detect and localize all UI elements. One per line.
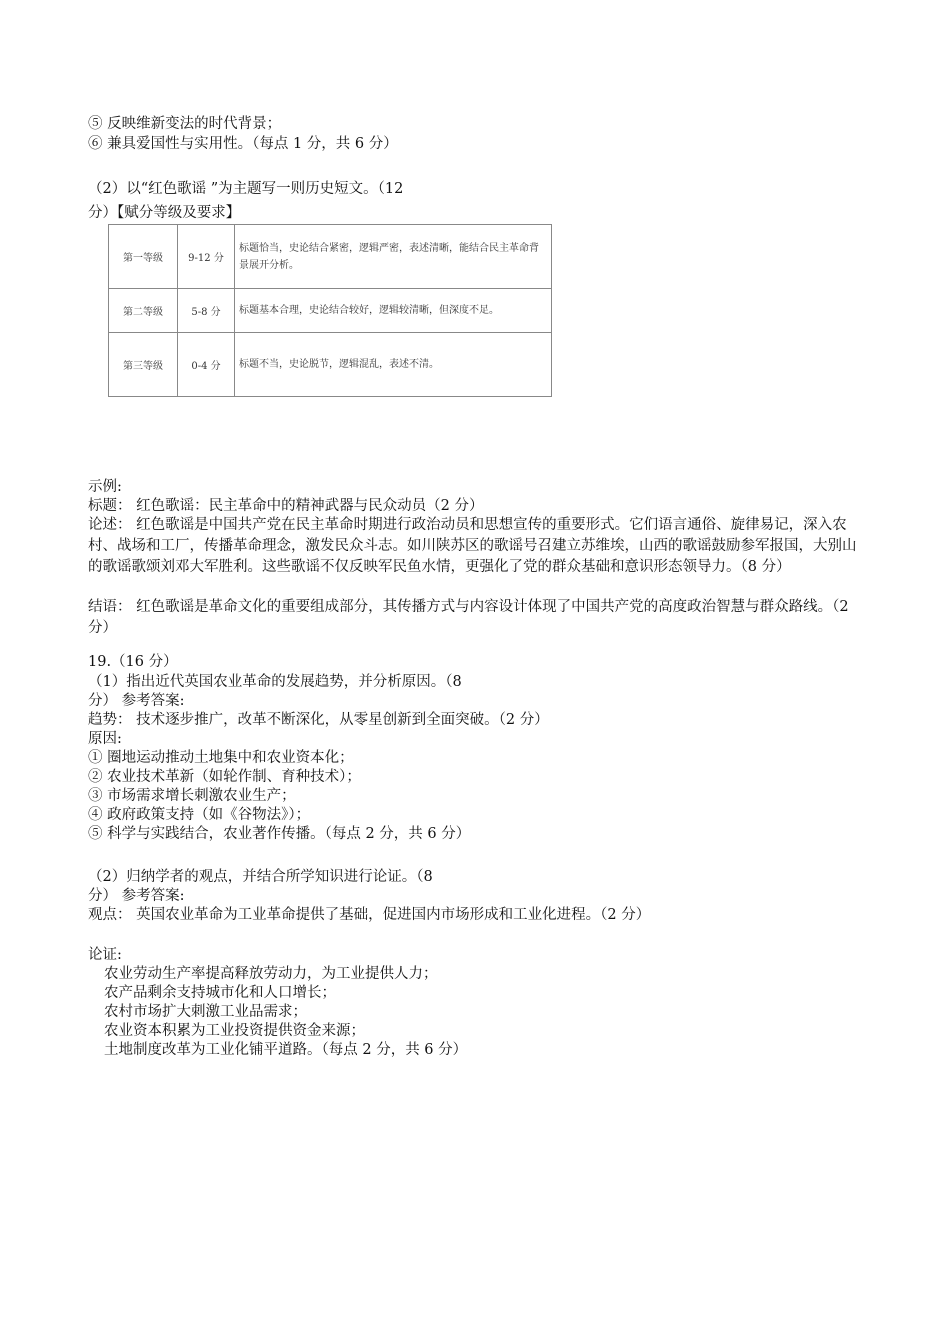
rubric-requirement: 标题不当，史论脱节，逻辑混乱，表述不清。 xyxy=(235,333,552,397)
example-argument: 论述： 红色歌谣是中国共产党在民主革命时期进行政治动员和思想宣传的重要形式。它们语言通俗、旋律易记，深入农村、战场和工厂，传播革命理念，激发民众斗志。如川陕苏区的歌谣号召建立苏维埃，山西的歌谣鼓励参军报国，大别山的歌谣歌颂刘邓大军胜利。这些歌谣不仅反映军民鱼水情，更强化了党的群众基础和意识形态领导力。（8 分） xyxy=(88,517,857,575)
list-item: 农村市场扩大刺激工业品需求； xyxy=(104,1004,307,1020)
q19-part2-line2: 分） 参考答案: xyxy=(88,888,185,904)
rubric-requirement: 标题基本合理，史论结合较好，逻辑较清晰，但深度不足。 xyxy=(235,289,552,333)
rubric-row xyxy=(109,333,552,397)
q19-part1-line2: 分） 参考答案: xyxy=(88,693,185,709)
q19-reasons-label: 原因: xyxy=(88,731,122,747)
question-2-line2: 分）【赋分等级及要求】 xyxy=(88,205,241,221)
rubric-table xyxy=(108,224,552,397)
example-conclusion: 结语： 红色歌谣是革命文化的重要组成部分，其传播方式与内容设计体现了中国共产党的高度政治智慧与群众路线。（2 分） xyxy=(88,599,849,636)
rubric-score: 9-12 分 xyxy=(178,225,235,289)
question-19-header: 19.（16 分） xyxy=(88,654,178,670)
list-item: ② 农业技术革新（如轮作制、育种技术）； xyxy=(88,769,361,785)
list-item: ④ 政府政策支持（如《谷物法》）； xyxy=(88,807,311,823)
list-item: ③ 市场需求增长刺激农业生产； xyxy=(88,788,296,804)
example-heading: 示例: xyxy=(88,479,122,495)
q19-trend: 趋势： 技术逐步推广，改革不断深化，从零星创新到全面突破。（2 分） xyxy=(88,712,549,728)
q19-view: 观点： 英国农业革命为工业革命提供了基础，促进国内市场形成和工业化进程。（2 分） xyxy=(88,907,651,923)
rubric-level: 第三等级 xyxy=(109,333,178,397)
list-item: ① 圈地运动推动土地集中和农业资本化； xyxy=(88,750,354,766)
rubric-requirement: 标题恰当，史论结合紧密，逻辑严密，表述清晰，能结合民主革命背景展开分析。 xyxy=(235,225,552,289)
rubric-level: 第一等级 xyxy=(109,225,178,289)
q19-part1-line1: （1）指出近代英国农业革命的发展趋势，并分析原因。（8 xyxy=(88,674,462,690)
question-2-line1: （2）以“红色歌谣 ”为主题写一则历史短文。（12 xyxy=(88,181,404,197)
rubric-level: 第二等级 xyxy=(109,289,178,333)
rubric-score: 5-8 分 xyxy=(178,289,235,333)
example-title: 标题： 红色歌谣：民主革命中的精神武器与民众动员（2 分） xyxy=(88,498,484,514)
list-item: 农产品剩余支持城市化和人口增长； xyxy=(104,985,336,1001)
list-item: 土地制度改革为工业化铺平道路。（每点 2 分，共 6 分） xyxy=(104,1042,468,1058)
rubric-score: 0-4 分 xyxy=(178,333,235,397)
point-6: ⑥ 兼具爱国性与实用性。（每点 1 分，共 6 分） xyxy=(88,136,398,152)
rubric-row xyxy=(109,225,552,289)
list-item: 农业劳动生产率提高释放劳动力，为工业提供人力； xyxy=(104,966,438,982)
list-item: ⑤ 科学与实践结合，农业著作传播。（每点 2 分，共 6 分） xyxy=(88,826,471,842)
rubric-row xyxy=(109,289,552,333)
q19-part2-line1: （2）归纳学者的观点，并结合所学知识进行论证。（8 xyxy=(88,869,433,885)
list-item: 农业资本积累为工业投资提供资金来源； xyxy=(104,1023,365,1039)
point-5: ⑤ 反映维新变法的时代背景； xyxy=(88,116,282,132)
q19-argument-label: 论证: xyxy=(88,947,122,963)
